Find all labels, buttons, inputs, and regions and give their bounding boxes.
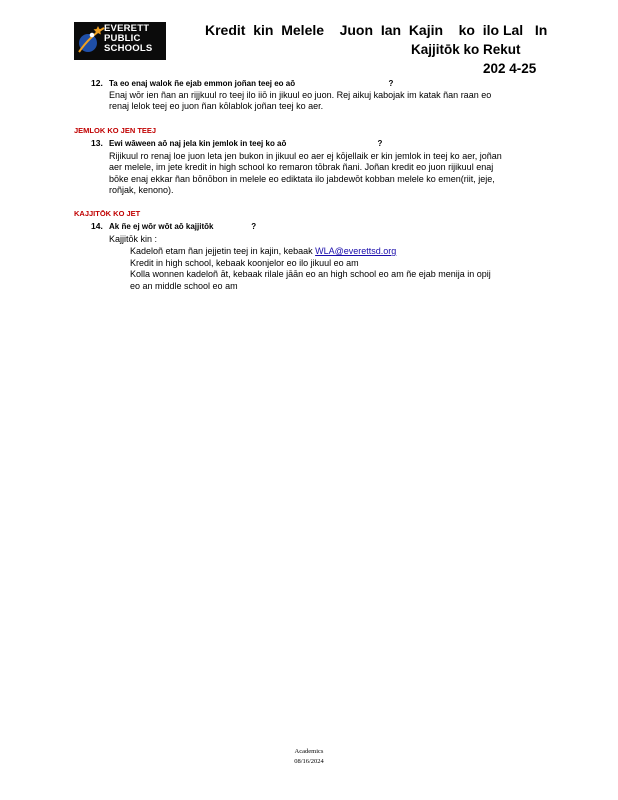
list-item (113, 246, 503, 258)
bullet-marker-icon (113, 269, 130, 292)
section-heading-results: JEMLOK KO JEN TEEJ (74, 126, 157, 135)
footer-department: Academics (294, 748, 324, 755)
bullet-3-text: Kolla wonnen kadeloñ āt, kebaak rilale jāān eo an high school eo am ñe ejab menija in opij eo an middle school eo am (130, 269, 491, 291)
question-14-text: Ak ñe ej wōr wōt aō kajjitōk ? (109, 222, 257, 231)
logo-text (104, 24, 152, 54)
bullet-1-text: Kadeloñ etam ñan jejjetin teej in kajin, kebaak (130, 246, 316, 256)
logo-line-1: EVERETT (104, 23, 150, 34)
school-year: 202 4-25 (483, 61, 537, 76)
bullet-marker-icon (113, 246, 130, 258)
everett-public-schools-logo (74, 22, 166, 60)
question-14-number: 14. (91, 221, 103, 231)
question-13-number: 13. (91, 138, 103, 148)
list-item (113, 269, 503, 292)
question-13-text: Ewi wāween aō naj jela kin jemlok in teej ko aō ? (109, 139, 383, 148)
answer-13: Rijikuul ro renaj loe juon leta jen bukon in jikuul eo aer ej kōjellaik er kin jemlok in teej ko aer, joñan aer melele, im jete kredit in high school ko remaron tōbrak ñani. Joñan kredit eo juon rijikuul enaj bōke enaj ekkar ñan bōnōbon in melele eo ediktata ilo jabdewōt kobban melele ko emen(riit, jeje, roñjak, kenono). (109, 151, 502, 196)
logo-line-3: SCHOOLS (104, 43, 153, 54)
question-12-text: Ta eo enaj walok ñe ejab emmon joñan teej eo aō ? (109, 79, 394, 88)
document-subtitle: Kajjitōk ko Rekut (411, 42, 521, 57)
email-link[interactable]: WLA@everettsd.org (315, 246, 397, 256)
list-item (113, 258, 503, 270)
logo-line-2: PUBLIC (104, 33, 141, 44)
section-heading-other-questions: KAJJITŌK KO JET (74, 209, 141, 218)
bullet-marker-icon (113, 258, 130, 270)
document-title: Kredit kin Melele Juon Ian Kajin ko ilo Lal In (205, 22, 548, 38)
answer-14-bullet-list (113, 246, 503, 292)
list-item-text (130, 246, 396, 258)
answer-12: Enaj wōr ien ñan an rijjkuul ro teej ilo iiō in jikuul eo juon. Rej aikuj kabojak im katak ñan raan eo renaj lelok teej eo juon ñan kōlablok joñan teej ko aer. (109, 90, 492, 112)
bullet-2-text: Kredit in high school, kebaak koonjelor eo ilo jikuul eo am (130, 257, 359, 268)
footer-date: 08/16/2024 (294, 758, 324, 765)
answer-14-intro: Kajjitōk kin : (109, 234, 158, 244)
question-12-number: 12. (91, 78, 103, 88)
